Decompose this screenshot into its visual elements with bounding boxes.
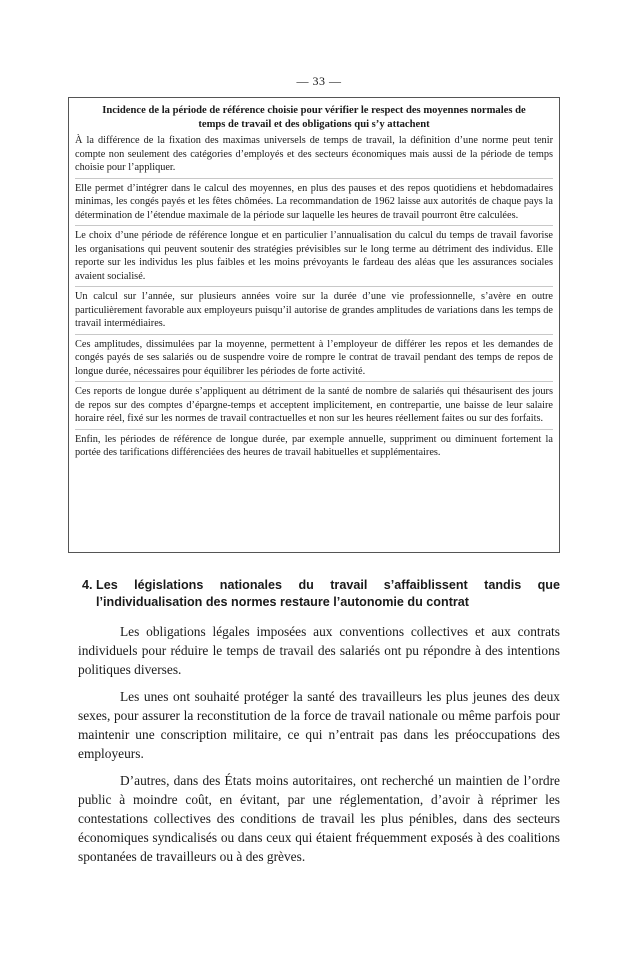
divider bbox=[75, 225, 553, 226]
page-number: — 33 — bbox=[296, 74, 342, 88]
divider bbox=[75, 286, 553, 287]
section-title-line-2: l’individualisation des normes restaure l’autonomie du contrat bbox=[96, 595, 469, 609]
box-paragraph: Ces amplitudes, dissimulées par la moyenne, permettent à l’employeur de différer les repos et les demandes de congés payés de ses salariés ou de suspendre voire de rompre le contrat de travail pendant des temps de repos de longue durée, nécessaires pour équilibrer les périodes de forte activité. bbox=[75, 338, 553, 377]
box-paragraph: Le choix d’une période de référence longue et en particulier l’annualisation du calcul du temps de travail favorise les organisations qui peuvent soutenir des stratégies prévisibles sur le long terme au détriment des individus. Elle reporte sur les individus les plus faibles et les moins prévoyants le fardeau des aléas que les assurances sociales avaient socialisé. bbox=[75, 230, 553, 282]
box-title: Incidence de la période de référence choisie pour vérifier le respect des moyennes normales de temps de travail et des obligations qui s’y attachent bbox=[102, 105, 526, 130]
info-box bbox=[68, 97, 560, 553]
body-text bbox=[78, 622, 560, 874]
box-paragraph: Elle permet d’intégrer dans le calcul des moyennes, en plus des pauses et des repos quotidiens et hebdomadaires minimas, les congés payés et les fêtes chômées. La recommandation de 1962 laisse aux autorités de chaque pays la détermination de l’étendue maximale de la période sur laquelle les heures de travail pourront être calculées. bbox=[75, 182, 553, 221]
box-paragraph: Ces reports de longue durée s’appliquent au détriment de la santé de nombre de salariés qui thésaurisent des jours de repos sur des comptes d’épargne-temps et acceptent implicitement, en contrepartie, une baisse de leur salaire horaire réel, fixé sur les normes de travail contractuelles et non sur les heures réellement faites ou sur des forfaits. bbox=[75, 386, 553, 424]
box-paragraph: Un calcul sur l’année, sur plusieurs années voire sur la durée d’une vie professionnelle, s’avère en outre particulièrement favorable aux employeurs puisqu’il autorise de grandes amplitudes de variations dans les temps de travail intermédiaires. bbox=[75, 291, 553, 329]
divider bbox=[75, 178, 553, 179]
box-paragraph: À la différence de la fixation des maximas universels de temps de travail, la définition d’une norme peut tenir compte non seulement des catégories d’employés et des secteurs économiques mais aussi de la période de temps choisie pour l’appliquer. bbox=[75, 135, 553, 173]
divider bbox=[75, 429, 553, 430]
section-heading bbox=[82, 577, 560, 611]
section-number: 4. bbox=[82, 578, 93, 592]
divider bbox=[75, 334, 553, 335]
body-paragraph: Les unes ont souhaité protéger la santé des travailleurs les plus jeunes des deux sexes, pour assurer la reconstitution de la force de travail nationale ou même parfois pour maintenir une conscription militaire, ce qui n’entrait pas dans les préoccupations des employeurs. bbox=[78, 689, 560, 761]
section-title-line-1: Les législations nationales du travail s’affaiblissent tandis que bbox=[96, 578, 560, 592]
box-paragraph: Enfin, les périodes de référence de longue durée, par exemple annuelle, suppriment ou diminuent fortement la portée des tarifications différenciées des heures de travail habituelles et supplémentaires. bbox=[75, 433, 553, 458]
body-paragraph: D’autres, dans des États moins autoritaires, ont recherché un maintien de l’ordre public à moindre coût, en évitant, par une réglementation, d’avoir à réprimer les contestations collectives des conditions de travail les plus pénibles, dans des secteurs économiques syndicalisés ou dans ceux qui étaient fréquemment exposés à des coalitions spontanées de travailleurs ou à des grèves. bbox=[78, 773, 560, 864]
body-paragraph: Les obligations légales imposées aux conventions collectives et aux contrats individuels pour réduire le temps de travail des salariés ont pu répondre à des intentions politiques diverses. bbox=[78, 624, 560, 677]
divider bbox=[75, 381, 553, 382]
